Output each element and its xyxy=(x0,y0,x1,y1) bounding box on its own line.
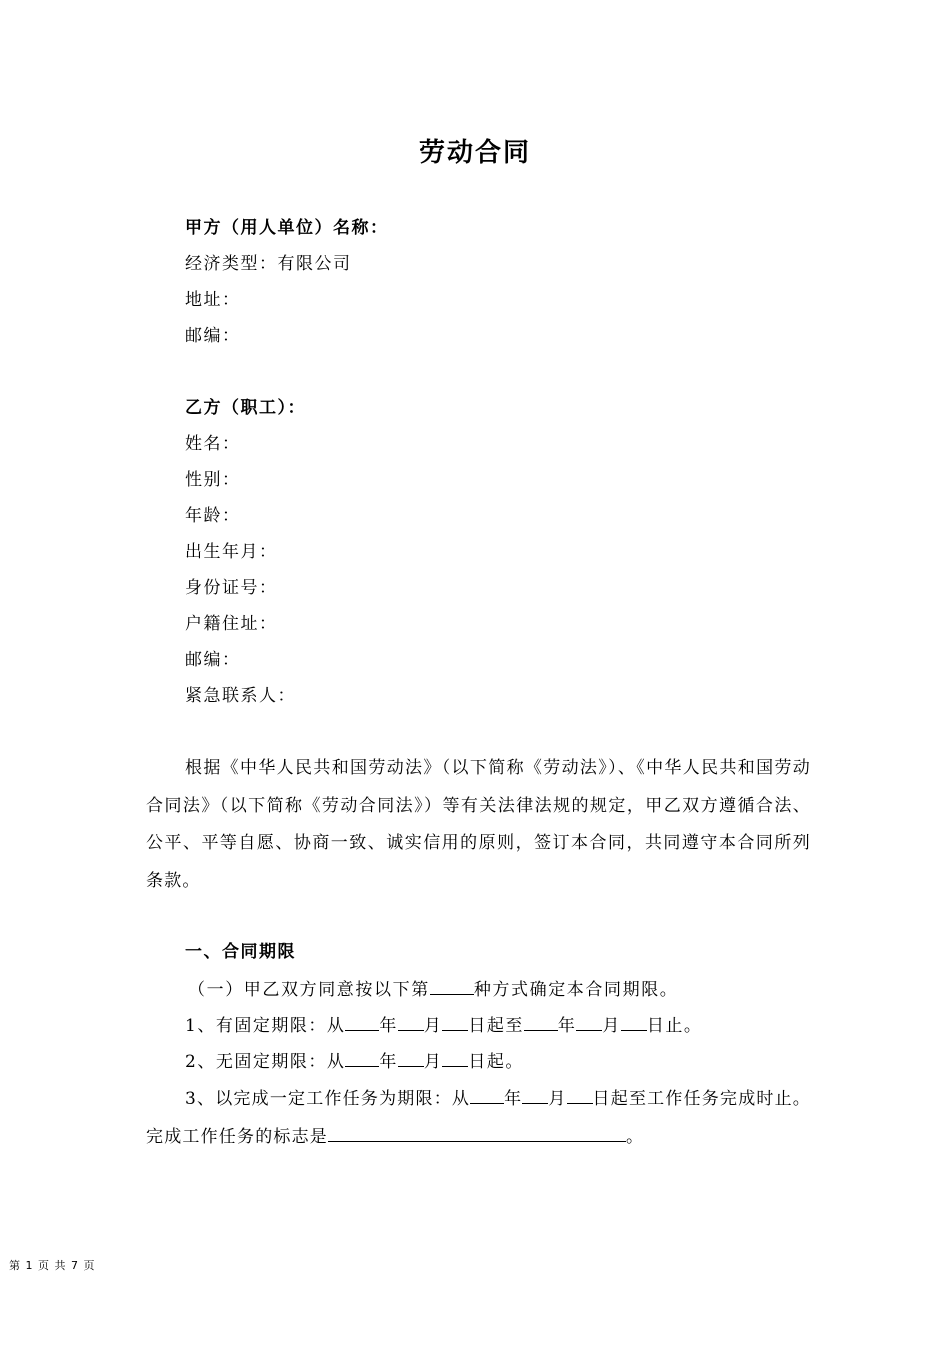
item1-start-year-blank[interactable] xyxy=(345,1012,379,1031)
item1-end-label: 日止。 xyxy=(646,1016,703,1036)
party-b-name: 姓名： xyxy=(185,434,241,454)
party-b-id-number: 身份证号： xyxy=(185,578,278,598)
clause-prefix: （一）甲乙双方同意按以下第 xyxy=(188,980,430,1000)
item2-start-day-blank[interactable] xyxy=(442,1048,468,1067)
item3-task-label: 日起至工作任务完成时止。完成工作任务的标志是 xyxy=(146,1089,812,1147)
item1-month-label: 月 xyxy=(423,1016,443,1036)
task-completion-mark-blank[interactable] xyxy=(328,1123,626,1142)
party-a-economic-type: 经济类型：有限公司 xyxy=(185,254,352,274)
item3-start-day-blank[interactable] xyxy=(567,1085,593,1104)
item1-from-label: 日起至 xyxy=(468,1016,524,1036)
item2-month-label: 月 xyxy=(423,1052,443,1072)
method-number-blank[interactable] xyxy=(430,976,474,995)
item3-year-label: 年 xyxy=(504,1089,523,1109)
document-title: 劳动合同 xyxy=(418,138,531,168)
party-b-household-address: 户籍住址： xyxy=(185,614,278,634)
item3-month-label: 月 xyxy=(548,1089,567,1109)
party-a-postcode: 邮编： xyxy=(185,326,241,346)
item2-start-year-blank[interactable] xyxy=(345,1048,379,1067)
item2-from-label: 日起。 xyxy=(468,1052,524,1072)
party-b-emergency-contact: 紧急联系人： xyxy=(185,686,296,706)
section1-clause xyxy=(188,976,678,1002)
item2-text: 2、无固定期限：从 xyxy=(185,1052,346,1072)
party-a-address: 地址： xyxy=(185,290,241,310)
item1-start-month-blank[interactable] xyxy=(398,1012,424,1031)
item1-end-day-blank[interactable] xyxy=(621,1012,647,1031)
page-footer: 第 1 页 共 7 页 xyxy=(9,1259,96,1272)
clause-suffix: 种方式确定本合同期限。 xyxy=(473,980,679,1000)
item3-text: 3、以完成一定工作任务为期限：从 xyxy=(185,1089,471,1109)
party-b-heading: 乙方（职工）： xyxy=(185,398,306,418)
section1-item3 xyxy=(146,1081,811,1156)
preamble-paragraph: 根据《中华人民共和国劳动法》（以下简称《劳动法》）、《中华人民共和国劳动合同法》（以下简称《劳动合同法》）等有关法律法规的规定，甲乙双方遵循合法、公平、平等自愿、协商一致、诚实信用的原则，签订本合同，共同遵守本合同所列条款。 xyxy=(146,758,811,891)
party-b-gender: 性别： xyxy=(185,470,241,490)
party-b-postcode: 邮编： xyxy=(185,650,241,670)
party-a-heading: 甲方（用人单位）名称： xyxy=(185,218,389,238)
item3-end-punct: 。 xyxy=(626,1126,645,1147)
item2-year-label: 年 xyxy=(379,1052,398,1072)
item3-start-year-blank[interactable] xyxy=(470,1085,504,1104)
item1-end-year-blank[interactable] xyxy=(524,1012,558,1031)
item1-end-year-label: 年 xyxy=(557,1016,577,1036)
section1-item1 xyxy=(185,1012,702,1038)
party-b-age: 年龄： xyxy=(185,506,241,526)
item1-end-month-blank[interactable] xyxy=(576,1012,602,1031)
item1-year-label: 年 xyxy=(379,1016,398,1036)
item2-start-month-blank[interactable] xyxy=(398,1048,424,1067)
item1-start-day-blank[interactable] xyxy=(442,1012,468,1031)
section1-heading: 一、合同期限 xyxy=(185,942,296,962)
section1-item2 xyxy=(185,1048,524,1074)
party-b-birthdate: 出生年月： xyxy=(185,542,278,562)
item1-text: 1、有固定期限：从 xyxy=(185,1016,346,1036)
item3-start-month-blank[interactable] xyxy=(522,1085,548,1104)
item1-end-month-label: 月 xyxy=(602,1016,621,1036)
